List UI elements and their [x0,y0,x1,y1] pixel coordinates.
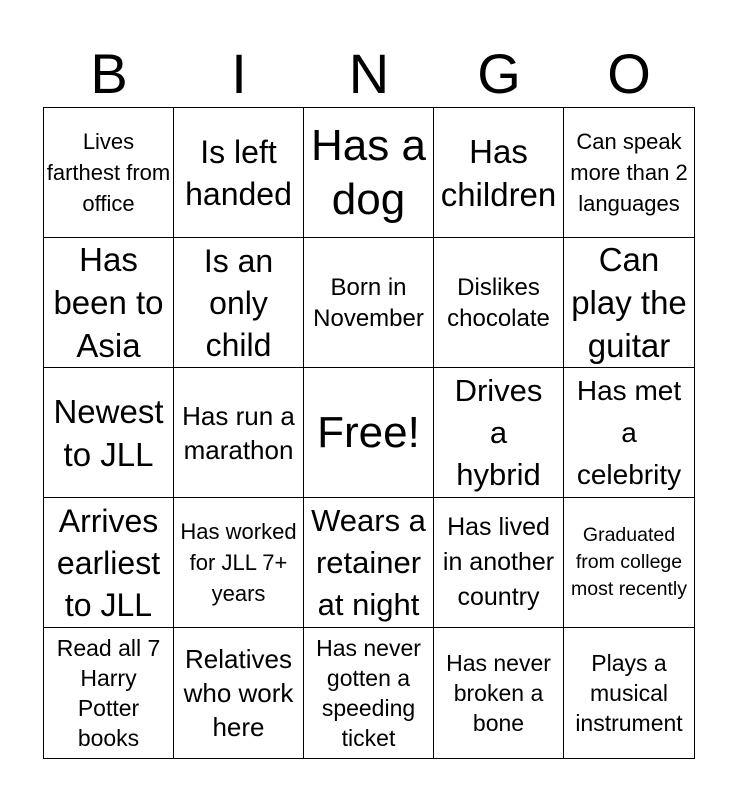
bingo-cell-free[interactable] [304,368,434,498]
bingo-cell[interactable] [434,368,564,498]
bingo-grid [43,107,695,759]
bingo-cell[interactable] [564,238,694,368]
bingo-cell[interactable] [434,498,564,628]
bingo-cell-text: Dislikes chocolate [447,273,550,332]
bingo-cell-text: Newest to JLL [53,392,164,473]
bingo-cell-text: Plays a musical instrument [575,650,683,736]
bingo-cell-text: Wears a retainer at night [311,502,426,622]
bingo-cell-text: Can speak more than 2 languages [570,129,688,216]
bingo-header [44,40,694,108]
bingo-cell[interactable] [564,108,694,238]
bingo-cell[interactable] [44,628,174,758]
bingo-cell-text: Lives farthest from office [46,129,171,216]
bingo-cell[interactable] [434,108,564,238]
bingo-cell-text: Is left handed [185,133,292,212]
bingo-cell[interactable] [564,628,694,758]
bingo-cell[interactable] [304,498,434,628]
bingo-cell-text: Relatives who work here [183,644,294,742]
bingo-cell[interactable] [304,108,434,238]
bingo-cell[interactable] [434,628,564,758]
bingo-cell-text: Read all 7 Harry Potter books [56,635,161,751]
bingo-cell-text: Can play the guitar [571,241,687,364]
header-letter-b: B [90,42,128,105]
bingo-cell-text: Arrives earliest to JLL [56,502,161,623]
bingo-cell-text: Has a dog [311,120,426,224]
bingo-cell-text: Is an only child [203,242,274,363]
bingo-cell[interactable] [174,368,304,498]
header-letter-o: O [607,42,651,105]
header-letter-g: G [477,42,521,105]
header-letter-n: N [348,42,390,105]
bingo-cell-text: Has never broken a bone [446,650,551,736]
bingo-cell[interactable] [174,108,304,238]
bingo-cell[interactable] [174,498,304,628]
bingo-cell-text: Graduated from college most recently [571,524,687,600]
bingo-cell[interactable] [44,108,174,238]
bingo-cell[interactable] [304,628,434,758]
bingo-cell-text: Has been to Asia [53,241,164,364]
bingo-cell[interactable] [174,628,304,758]
bingo-cell[interactable] [564,368,694,498]
bingo-cell-text: Has worked for JLL 7+ years [180,519,297,606]
bingo-cell[interactable] [564,498,694,628]
bingo-cell-text: Has lived in another country [442,513,555,611]
header-letter-i: I [231,42,247,105]
bingo-cell[interactable] [44,368,174,498]
bingo-cell-text: Has children [440,132,557,213]
bingo-cell-text: Drives a hybrid [454,372,543,492]
bingo-cell[interactable] [304,238,434,368]
bingo-cell[interactable] [434,238,564,368]
bingo-cell[interactable] [174,238,304,368]
bingo-cell[interactable] [44,498,174,628]
bingo-cell-text: Free! [317,407,420,457]
bingo-cell[interactable] [44,238,174,368]
bingo-cell-text: Has never gotten a speeding ticket [316,635,421,751]
bingo-cell-text: Born in November [313,273,424,332]
bingo-cell-text: Has met a celebrity [576,374,682,490]
bingo-cell-text: Has run a marathon [182,400,295,465]
